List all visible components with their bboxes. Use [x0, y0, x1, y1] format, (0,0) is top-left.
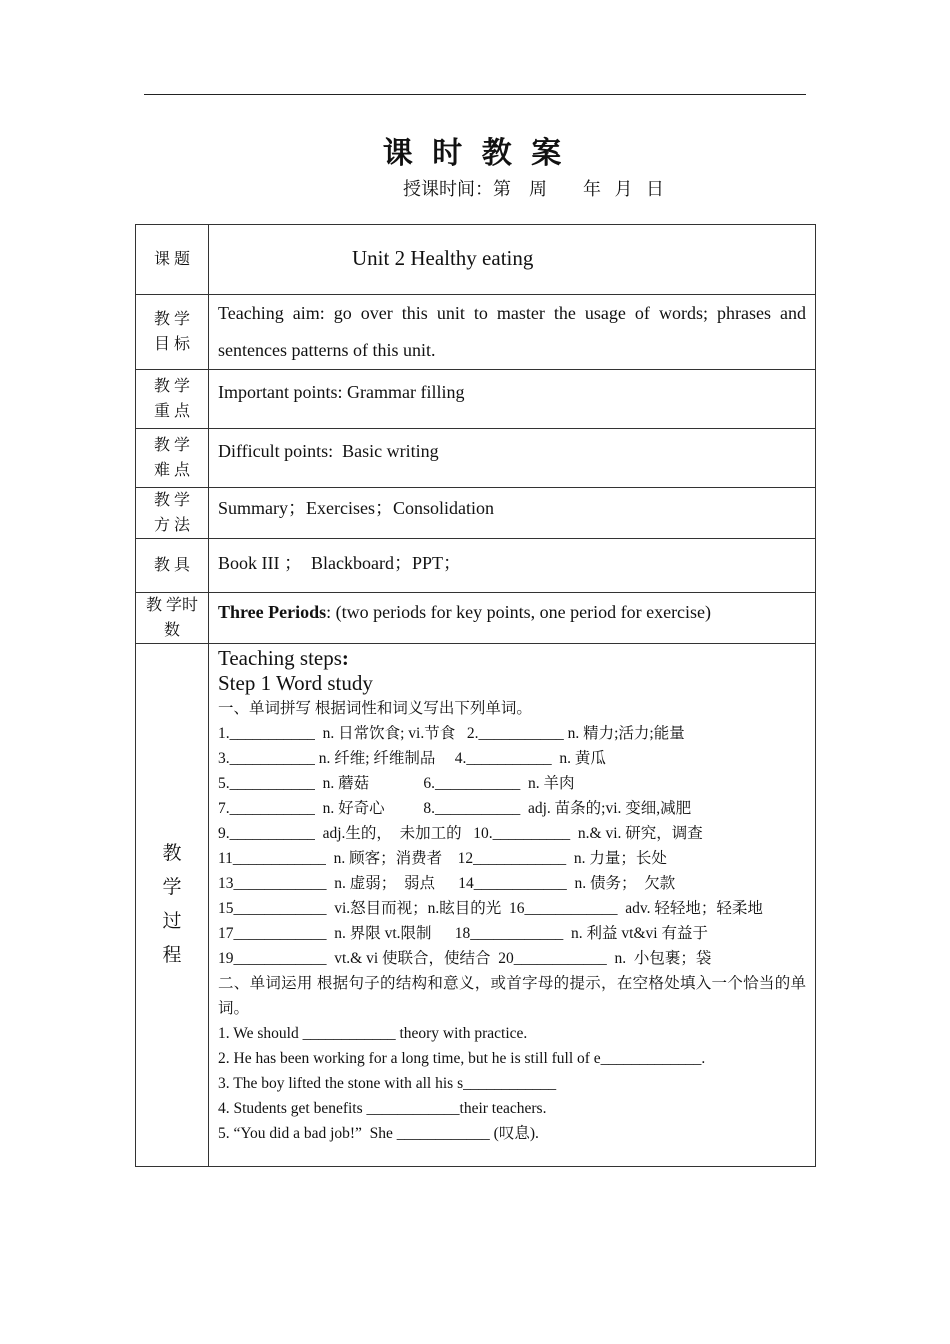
section-2-title: 二、单词运用 根据句子的结构和意义，或首字母的提示，在空格处填入一个恰当的单词。	[218, 975, 806, 1017]
row-difficult-points	[136, 429, 816, 488]
page-title: 课 时 教 案	[382, 137, 568, 170]
difficult-points-cell	[209, 429, 816, 488]
topic-label: 课 题	[136, 225, 209, 295]
header-rule	[144, 94, 806, 95]
vocab-line: 5.___________ n. 蘑菇 6.___________ n. 羊肉	[218, 775, 575, 792]
section-1-title: 一、单词拼写 根据词性和词义写出下列单词。	[218, 700, 532, 717]
method-label-line-1: 教 学	[153, 492, 190, 509]
sentence-line: 1. We should ____________ theory with practice.	[218, 1025, 528, 1042]
key-points-cell	[209, 370, 816, 429]
diff-label-line-1: 教 学	[153, 437, 190, 454]
vocab-line: 19____________ vt.& vi 使联合，使结合 20____________ n. 小包裹；袋	[218, 950, 712, 967]
periods-value	[218, 593, 806, 623]
aim-value: Teaching aim: go over this unit to master the usage of words; phrases and sentences patterns of this unit.	[218, 303, 806, 360]
aim-cell	[209, 295, 816, 370]
sentence-line: 2. He has been working for a long time, but he is still full of e_____________.	[218, 1050, 706, 1067]
row-topic	[136, 225, 816, 295]
key-points-label	[136, 370, 209, 429]
difficult-points-label	[136, 429, 209, 488]
diff-label-line-2: 难 点	[153, 462, 190, 479]
process-cell	[209, 644, 816, 1167]
method-label	[136, 488, 209, 539]
step-1-heading: Step 1 Word study	[218, 671, 373, 695]
difficult-points-value: Difficult points: Basic writing	[218, 441, 439, 461]
aim-label	[136, 295, 209, 370]
row-aim	[136, 295, 816, 370]
sentence-line: 4. Students get benefits ____________their teachers.	[218, 1100, 547, 1117]
periods-bold: Three Periods	[218, 602, 327, 622]
aim-label-line-2: 目 标	[153, 336, 190, 353]
method-label-line-2: 方 法	[153, 517, 190, 534]
process-label-3: 过	[162, 911, 182, 932]
vocab-line: 11____________ n. 顾客；消费者 12____________ n. 力量；长处	[218, 850, 667, 867]
key-label-line-1: 教 学	[153, 378, 190, 395]
periods-label-line-2: 数	[163, 622, 180, 639]
topic-value: Unit 2 Healthy eating	[352, 246, 534, 270]
vocab-line: 7.___________ n. 好奇心 8.___________ adj. 苗条的;vi. 变细,减肥	[218, 800, 692, 817]
periods-label	[136, 593, 209, 644]
vocab-line: 1.___________ n. 日常饮食; vi.节食 2.___________ n. 精力;活力;能量	[218, 725, 685, 742]
sentence-line: 5. “You did a bad job!” She ____________ (叹息).	[218, 1125, 539, 1142]
process-label-2: 学	[162, 877, 182, 898]
key-points-value: Important points: Grammar filling	[218, 382, 465, 402]
aim-label-line-1: 教 学	[153, 311, 190, 328]
row-key-points	[136, 370, 816, 429]
row-tools	[136, 539, 816, 593]
sentence-line: 3. The boy lifted the stone with all his s____________	[218, 1075, 557, 1092]
teaching-steps-heading	[218, 646, 806, 671]
periods-detail: : (two periods for key points, one period for exercise)	[326, 602, 712, 622]
process-label	[136, 644, 209, 1167]
method-value: Summary；Exercises；Consolidation	[218, 498, 494, 518]
tools-label: 教 具	[136, 539, 209, 593]
method-cell	[209, 488, 816, 539]
process-label-4: 程	[162, 945, 182, 966]
teaching-steps-colon: :	[341, 646, 349, 670]
vocab-line: 17____________ n. 界限 vt.限制 18____________ n. 利益 vt&vi 有益于	[218, 925, 708, 942]
vocab-line: 13____________ n. 虚弱； 弱点 14____________ n. 债务； 欠款	[218, 875, 676, 892]
key-label-line-2: 重 点	[153, 403, 190, 420]
periods-cell	[209, 593, 816, 644]
teaching-steps-text: Teaching steps	[218, 646, 342, 670]
periods-label-line-1: 教 学时	[145, 597, 198, 614]
vocab-line: 3.___________ n. 纤维; 纤维制品 4.___________ n. 黄瓜	[218, 750, 606, 767]
topic-cell	[209, 225, 816, 295]
tools-cell	[209, 539, 816, 593]
lesson-plan-table	[135, 224, 816, 1167]
process-label-1: 教	[162, 843, 182, 864]
row-process	[136, 644, 816, 1167]
row-periods	[136, 593, 816, 644]
tools-value: Book III ； Blackboard；PPT；	[218, 553, 461, 573]
vocab-line: 15____________ vi.怒目而视；n.眩目的光 16____________ adv. 轻轻地；轻柔地	[218, 900, 763, 917]
vocab-line: 9.___________ adj.生的， 未加工的 10.__________ n.& vi. 研究，调查	[218, 825, 703, 842]
row-method	[136, 488, 816, 539]
lesson-time-line: 授课时间：第 周 年 月 日	[403, 179, 664, 199]
